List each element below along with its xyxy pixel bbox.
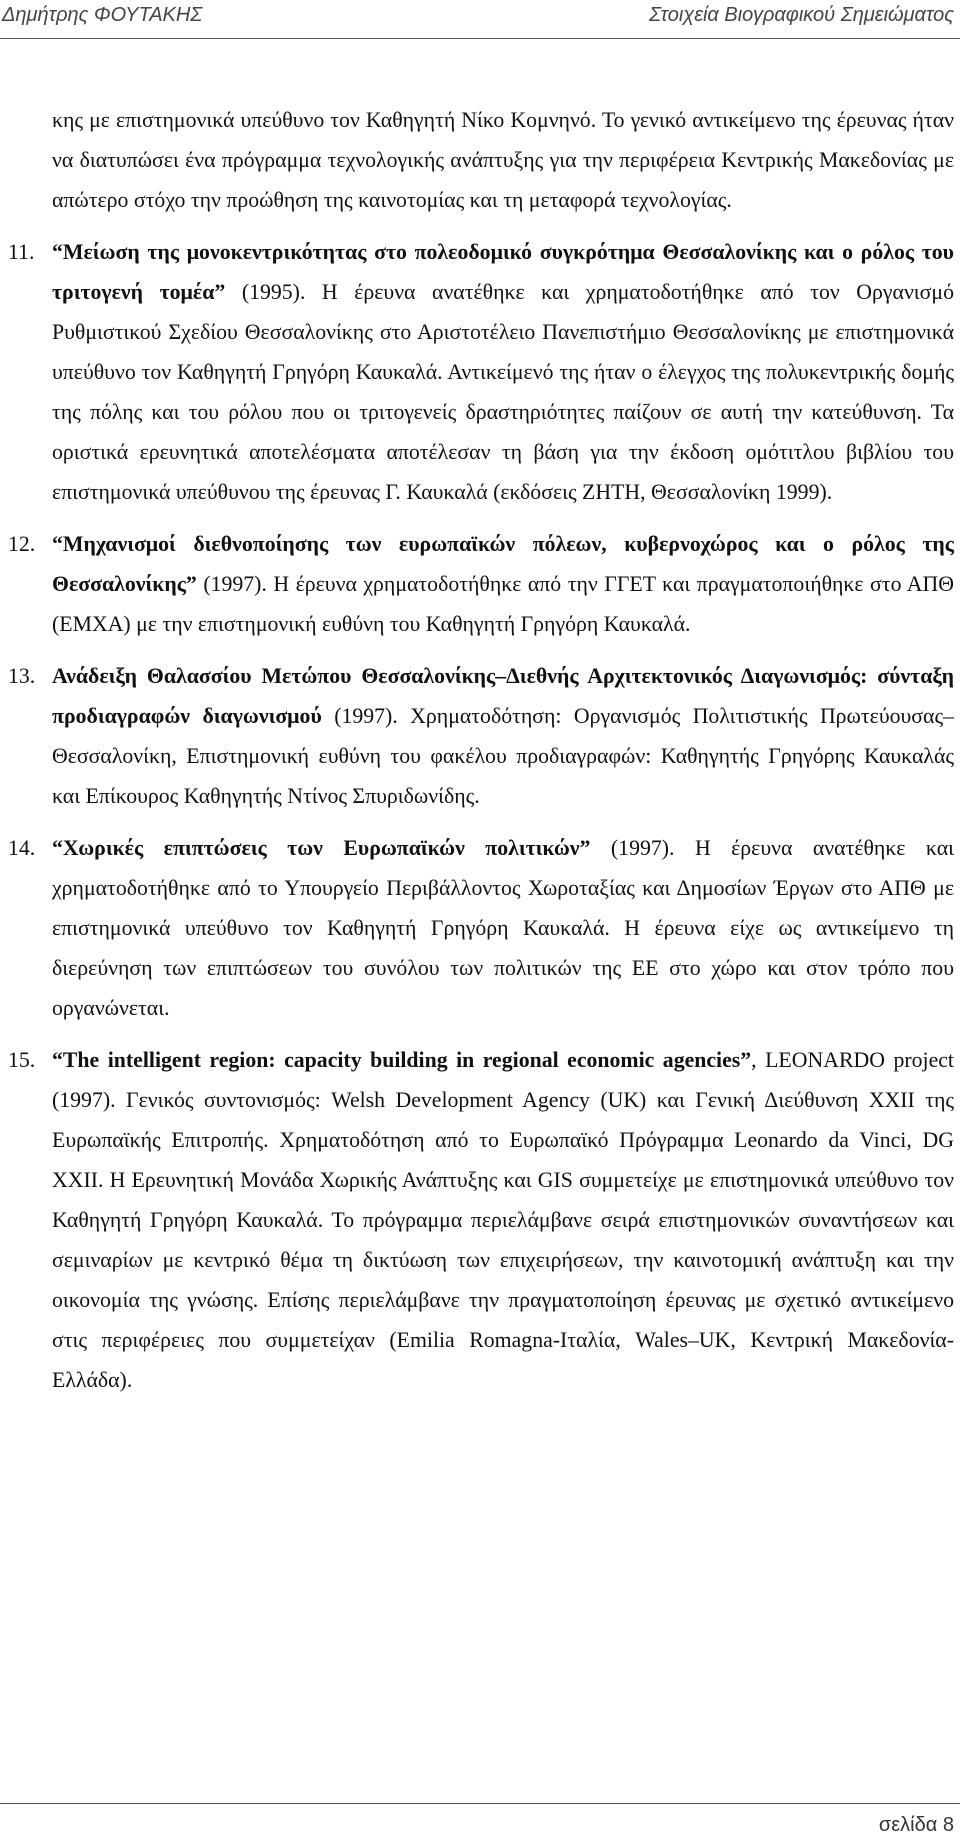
item-number: 14.: [8, 836, 36, 860]
item-title: “Χωρικές επιπτώσεις των Ευρωπαϊκών πολιτικών”: [52, 836, 591, 860]
item-text: (1997). Χρηματοδότηση: Οργανισμός Πολιτιστικής Πρωτεύουσας–Θεσσαλονίκη, Επιστημονική ευθύνη του φακέλου προδιαγραφών: Καθηγητής Γρηγόρης Καυκαλάς και Επίκουρος Καθηγητής Ντίνος Σπυριδωνίδης.: [52, 704, 954, 808]
intro-paragraph: κης με επιστημονικά υπεύθυνο τον Καθηγητή Νίκο Κομνηνό. Το γενικό αντικείμενο της έρευνας ήταν να διατυπώσει ένα πρόγραμμα τεχνολογικής ανάπτυξης για την περιφέρεια Κεντρικής Μακεδονίας με απώτερο στόχο την προώθηση της καινοτομίας και τη μεταφορά τεχνολογίας.: [52, 108, 954, 212]
header-section-title: Στοιχεία Βιογραφικού Σημειώματος: [649, 4, 954, 26]
item-text: , LEONARDO project (1997). Γενικός συντονισμός: Welsh Development Agency (UK) και Γενική Διεύθυνση XXII της Ευρωπαϊκής Επιτροπής. Χρηματοδότηση από το Ευρωπαϊκό Πρόγραμμα Leonardo da Vinci, DG XXII. Η Ερευνητική Μονάδα Χωρικής Ανάπτυξης και GIS συμμετείχε με επιστημονικά υπεύθυνο τον Καθηγητή Γρηγόρη Καυκαλά. Το πρόγραμμα περιελάμβανε σειρά επιστημονικών συναντήσεων και σεμιναρίων με κεντρικό θέμα τη δικτύωση των επιχειρήσεων, την καινοτομική ανάπτυξη και την οικονομία της γνώσης. Επίσης περιελάμβανε την πραγματοποίηση έρευνας με σχετικό αντικείμενο στις περιφέρειες που συμμετείχαν (Emilia Romagna-Ιταλία, Wales–UK, Κεντρική Μακεδονία-Ελλάδα).: [52, 1048, 954, 1392]
item-title: “Μηχανισμοί διεθνοποίησης των ευρωπαϊκών πόλεων, κυβερνοχώρος και ο ρόλος της Θεσσαλονίκης”: [52, 532, 954, 596]
header-author: Δημήτρης ΦΟΥΤΑΚΗΣ: [2, 4, 203, 26]
item-title: “Μείωση της μονοκεντρικότητας στο πολεοδομικό συγκρότημα Θεσσαλονίκης και ο ρόλος του τριτογενή τομέα”: [52, 240, 954, 304]
item-text: (1995). Η έρευνα ανατέθηκε και χρηματοδοτήθηκε από τον Οργανισμό Ρυθμιστικού Σχεδίου Θεσσαλονίκης στο Αριστοτέλειο Πανεπιστήμιο Θεσσαλονίκης με επιστημονικά υπεύθυνο τον Καθηγητή Γρηγόρη Καυκαλά. Αντικείμενό της ήταν ο έλεγχος της πολυκεντρικής δομής της πόλης και του ρόλου που οι τριτογενείς δραστηριότητες παίζουν σε αυτή την κατεύθυνση. Τα οριστικά ερευνητικά αποτελέσματα αποτέλεσαν τη βάση για την έκδοση ομότιτλου βιβλίου του επιστημονικά υπεύθυνου της έρευνας Γ. Καυκαλά (εκδόσεις ΖΗΤΗ, Θεσσαλονίκη 1999).: [52, 280, 954, 504]
footer-divider: [0, 1803, 960, 1804]
page-number: σελίδα 8: [878, 1814, 954, 1836]
list-item: [8, 232, 954, 512]
item-title: Ανάδειξη Θαλασσίου Μετώπου Θεσσαλονίκης–Διεθνής Αρχιτεκτονικός Διαγωνισμός: σύνταξη προδιαγραφών διαγωνισμού: [52, 664, 954, 728]
header-divider: [0, 38, 960, 39]
item-number: 12.: [8, 532, 36, 556]
item-text: (1997). Η έρευνα χρηματοδοτήθηκε από την ΓΓΕΤ και πραγματοποιήθηκε στο ΑΠΘ (ΕΜΧΑ) με την επιστημονική ευθύνη του Καθηγητή Γρηγόρη Καυκαλά.: [52, 572, 954, 636]
page-header: [0, 4, 960, 38]
list-item: [8, 828, 954, 1028]
item-number: 13.: [8, 664, 36, 688]
item-title: “The intelligent region: capacity building in regional economic agencies”: [52, 1048, 752, 1072]
item-number: 11.: [8, 240, 35, 264]
list-item: [8, 524, 954, 644]
document-body: [8, 100, 954, 1400]
item-number: 15.: [8, 1048, 36, 1072]
list-item: [8, 656, 954, 816]
item-text: (1997). Η έρευνα ανατέθηκε και χρηματοδοτήθηκε από το Υπουργείο Περιβάλλοντος Χωροταξίας και Δημοσίων Έργων στο ΑΠΘ με επιστημονικά υπεύθυνο τον Καθηγητή Γρηγόρη Καυκαλά. Η έρευνα είχε ως αντικείμενο τη διερεύνηση των επιπτώσεων του συνόλου των πολιτικών της ΕΕ στο χώρο και στον τρόπο που οργανώνεται.: [52, 836, 954, 1020]
list-item: [8, 1040, 954, 1400]
